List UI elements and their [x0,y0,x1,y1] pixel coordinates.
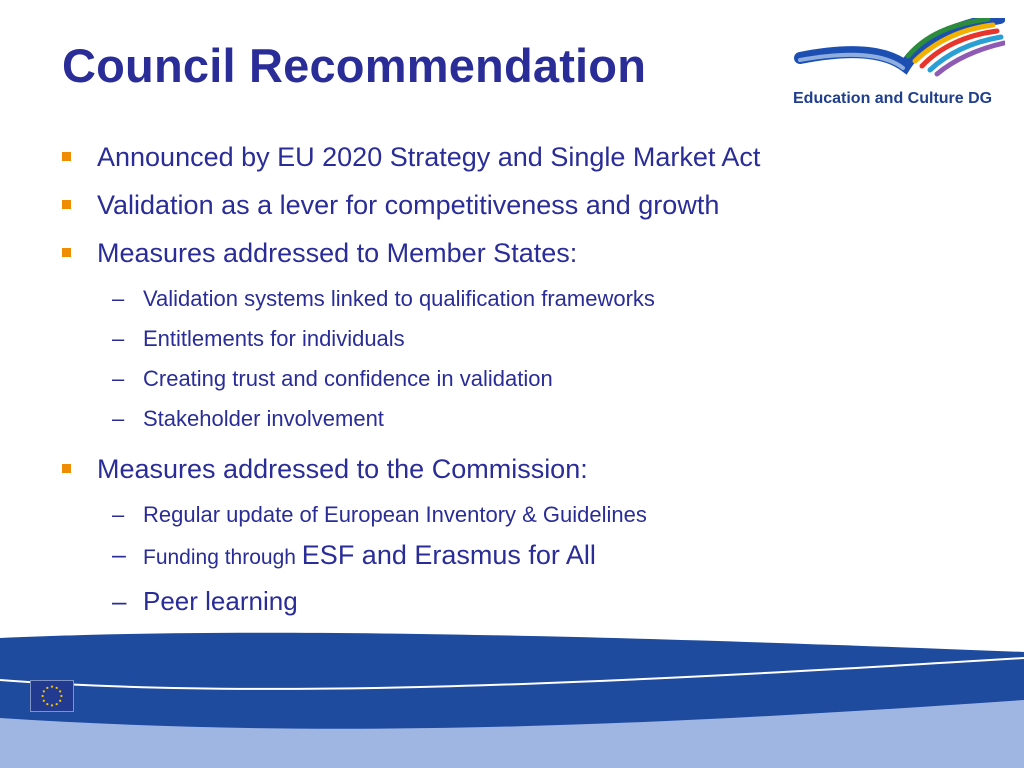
sub-bullet-item [60,324,990,364]
dash-icon: – [112,366,125,391]
funding-text-large: ESF and Erasmus for All [301,540,596,570]
sub-bullet-item [60,404,990,452]
sub-bullet-text: Entitlements for individuals [143,326,405,351]
dash-icon: – [112,406,125,431]
bullet-square-icon [62,248,71,257]
bullet-item [60,140,990,188]
sub-bullet-item [60,586,990,626]
footer-wave [0,630,1024,768]
sub-bullet-item [60,364,990,404]
funding-text-small: Funding through [143,546,302,569]
sub-bullet-text: Regular update of European Inventory & Guidelines [143,502,647,527]
bullet-item [60,188,990,236]
bullet-text: Validation as a lever for competitiveness and growth [97,190,720,220]
content-list [60,140,990,626]
bullet-item [60,452,990,500]
sub-bullet-item [60,540,990,586]
bullet-text: Announced by EU 2020 Strategy and Single Market Act [97,142,761,172]
sub-bullet-text: Validation systems linked to qualification frameworks [143,286,655,311]
bullet-square-icon [62,200,71,209]
bullet-square-icon [62,152,71,161]
dash-icon: – [112,326,125,351]
dash-icon: – [112,502,125,527]
dg-logo-text: Education and Culture DG [793,90,993,107]
sub-bullet-text: Stakeholder involvement [143,406,384,431]
dash-icon: – [112,286,125,311]
sub-bullet-text: Peer learning [143,586,298,616]
bullet-text: Measures addressed to Member States: [97,238,578,268]
eu-flag-icon [30,680,74,712]
sub-bullet-item [60,500,990,540]
dash-icon: – [112,586,127,616]
sub-bullet-item [60,284,990,324]
bullet-item [60,236,990,284]
slide-title: Council Recommendation [62,39,647,92]
dash-icon: – [112,541,126,569]
bullet-square-icon [62,464,71,473]
bullet-text: Measures addressed to the Commission: [97,454,588,484]
sub-bullet-text: Creating trust and confidence in validation [143,366,553,391]
